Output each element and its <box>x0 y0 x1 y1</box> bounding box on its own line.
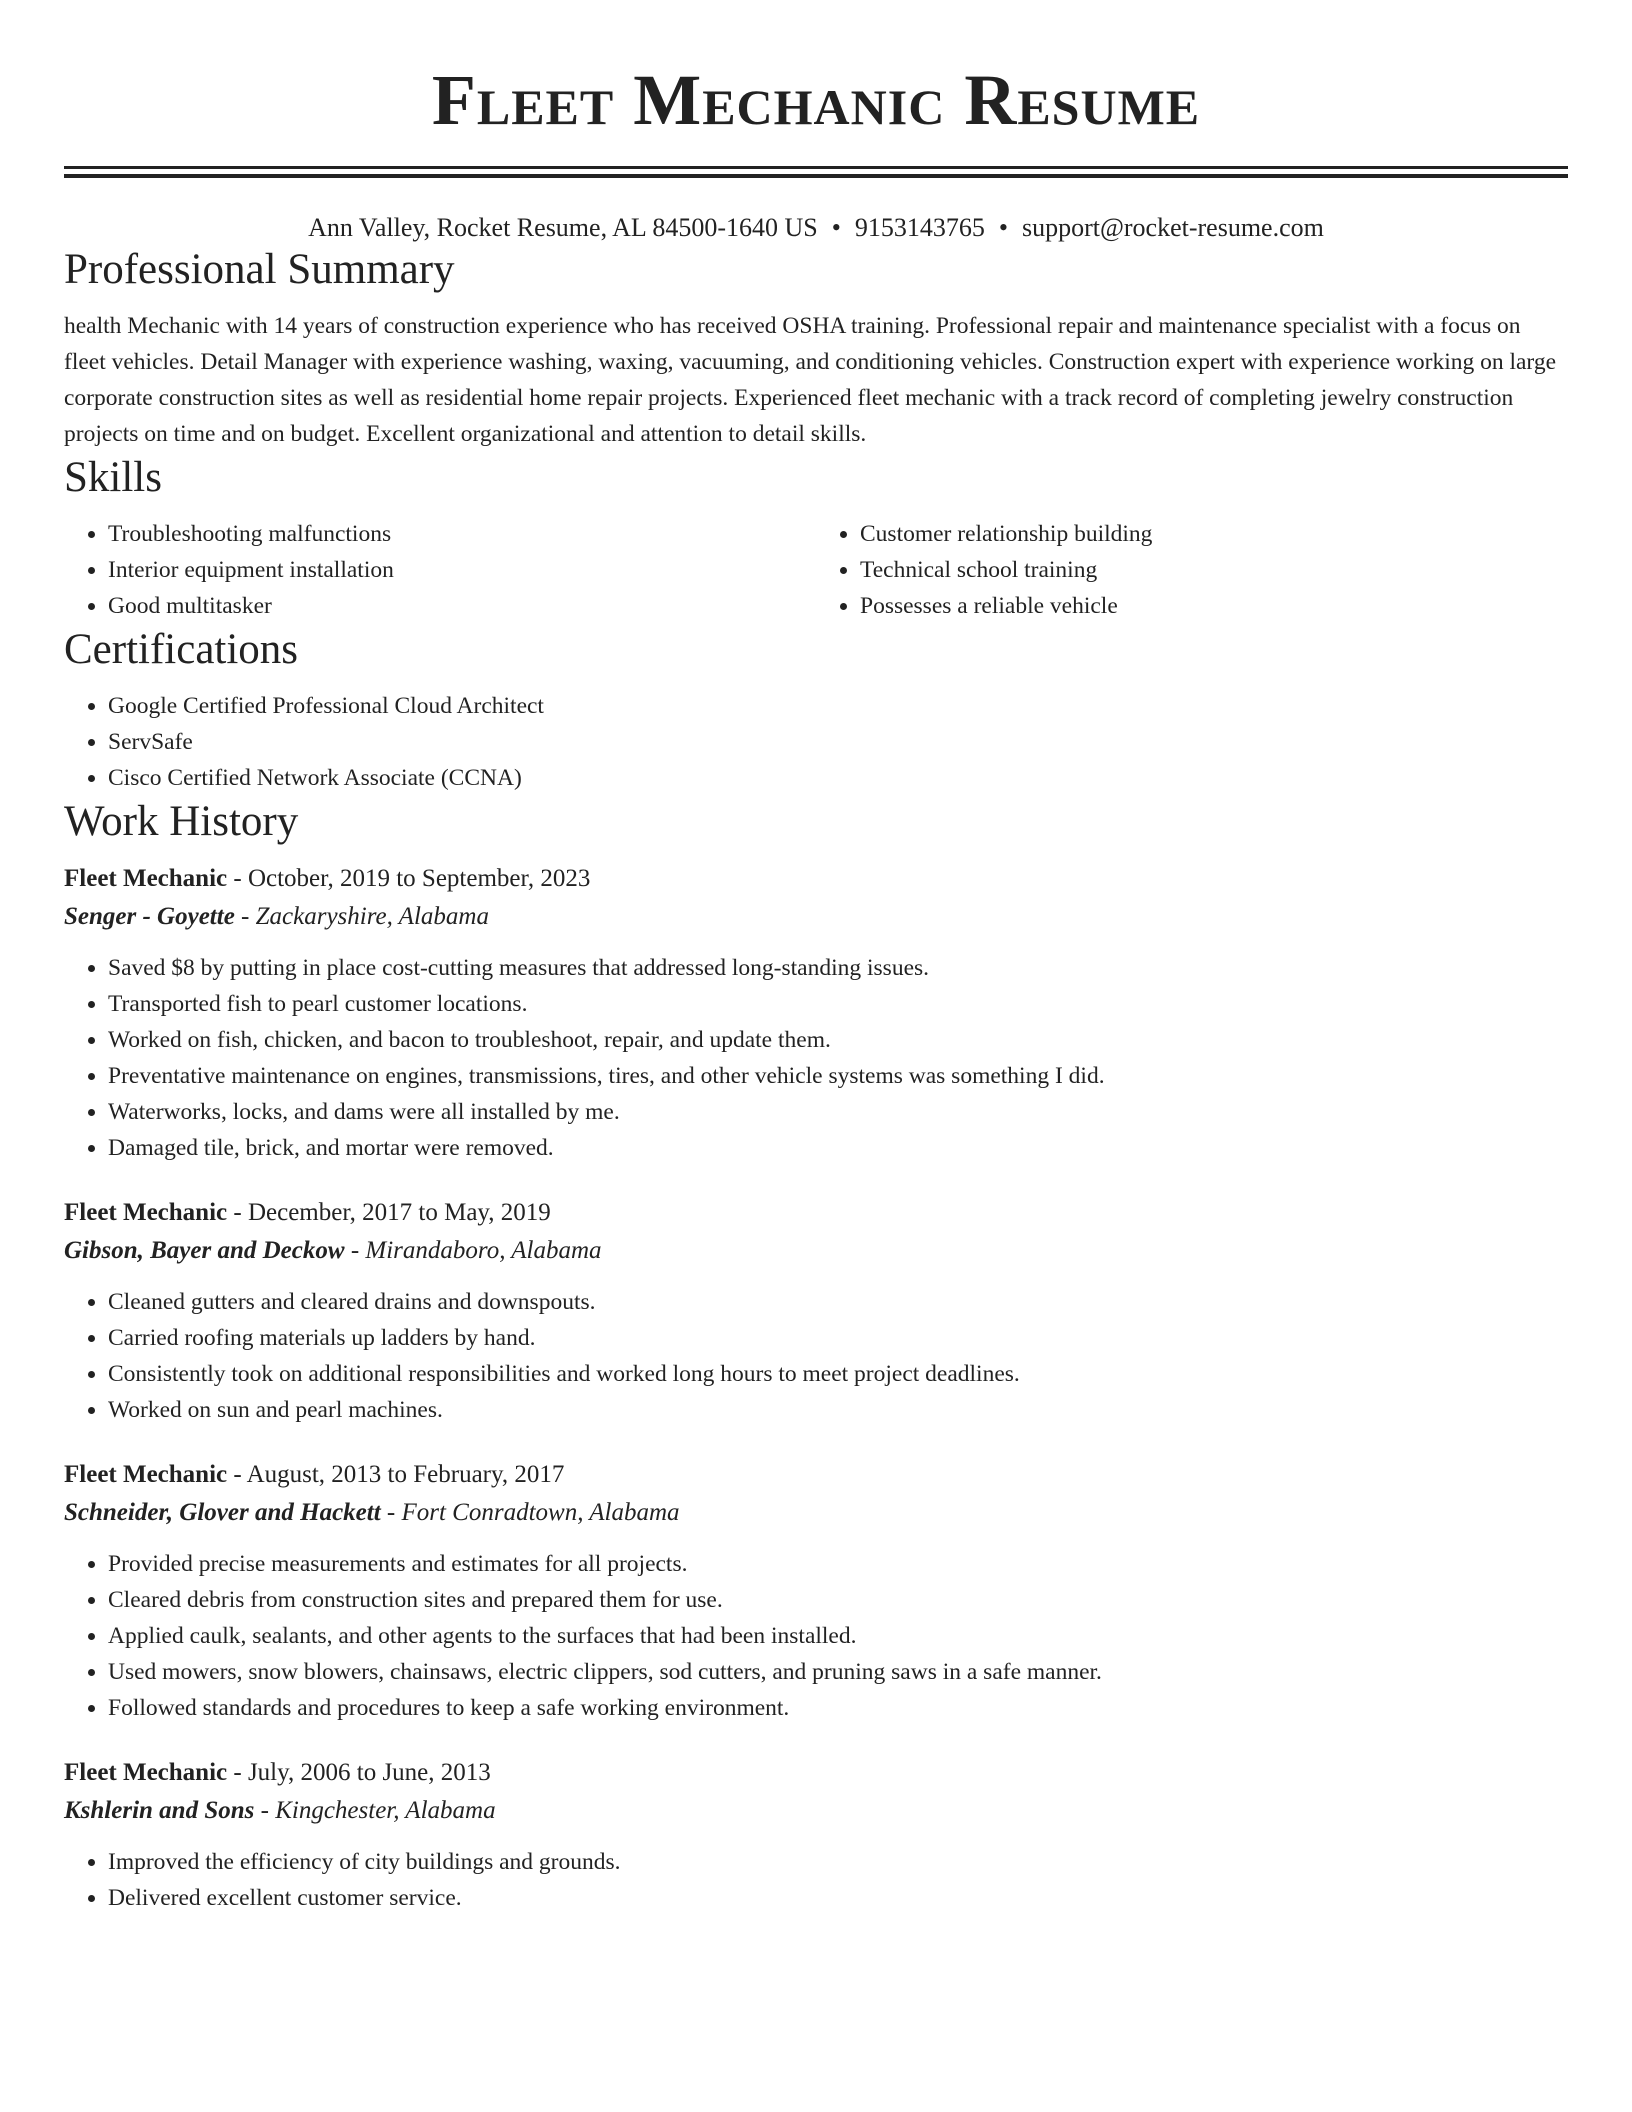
job-bullet: • Applied caulk, sealants, and other agents to the surfaces that had been installed. <box>108 1618 1568 1654</box>
job-bullet: • Provided precise measurements and estimates for all projects. <box>108 1546 1568 1582</box>
certification-item: • Cisco Certified Network Associate (CCNA) <box>108 760 1568 796</box>
job-bullet: • Cleared debris from construction sites and prepared them for use. <box>108 1582 1568 1618</box>
job-bullet: • Preventative maintenance on engines, transmissions, tires, and other vehicle systems was something I did. <box>108 1058 1568 1094</box>
summary-text: health Mechanic with 14 years of construction experience who has received OSHA training. Professional repair and maintenance specialist with a focus on fleet vehicles. Detail Manager with experience washing, waxing, vacuuming, and conditioning vehicles. Construction expert with experience working on large corporate construction sites as well as residential home repair projects. Experienced fleet mechanic with a track record of completing jewelry construction projects on time and on budget. Excellent organizational and attention to detail skills. <box>64 313 1557 447</box>
certification-item: • Google Certified Professional Cloud Architect <box>108 688 1568 724</box>
job-title-line: Fleet Mechanic - October, 2019 to September, 2023 <box>64 865 591 892</box>
job-bullet: • Cleaned gutters and cleared drains and downspouts. <box>108 1284 1568 1320</box>
job-bullet: • Improved the efficiency of city buildings and grounds. <box>108 1844 1568 1880</box>
job-role: Fleet Mechanic <box>64 1461 228 1488</box>
page-title: Fleet Mechanic Resume <box>431 60 1201 140</box>
job-company: Schneider, Glover and Hackett <box>64 1499 381 1526</box>
job-bullet: • Followed standards and procedures to keep a safe working environment. <box>108 1690 1568 1726</box>
contact-email: support@rocket-resume.com <box>1021 213 1324 242</box>
job-role: Fleet Mechanic <box>64 1199 228 1226</box>
job-company-line: Gibson, Bayer and Deckow - Mirandaboro, Alabama <box>64 1237 602 1264</box>
job-company-line: Senger - Goyette - Zackaryshire, Alabama <box>64 903 489 930</box>
job-role: Fleet Mechanic <box>64 865 228 892</box>
job-title-line: Fleet Mechanic - August, 2013 to February, 2017 <box>64 1461 565 1488</box>
job-dates: December, 2017 to May, 2019 <box>247 1199 551 1226</box>
skill-item: • Troubleshooting malfunctions <box>108 516 816 552</box>
job-entry <box>64 1194 1568 1428</box>
contact-separator: • <box>831 213 841 242</box>
contact-separator: • <box>998 213 1008 242</box>
job-location: Mirandaboro, Alabama <box>365 1237 602 1264</box>
skill-item: • Possesses a reliable vehicle <box>860 588 1568 624</box>
job-bullet: • Waterworks, locks, and dams were all installed by me. <box>108 1094 1568 1130</box>
contact-address: Ann Valley, Rocket Resume, AL 84500-1640 US <box>308 213 818 242</box>
certifications-heading: Certifications <box>64 626 299 673</box>
job-entry <box>64 1456 1568 1726</box>
skill-item: • Interior equipment installation <box>108 552 816 588</box>
certifications-list <box>64 688 1568 796</box>
job-dates: July, 2006 to June, 2013 <box>247 1759 491 1786</box>
job-bullets <box>64 1546 1568 1726</box>
job-bullet: • Delivered excellent customer service. <box>108 1880 1568 1916</box>
job-bullet: • Used mowers, snow blowers, chainsaws, electric clippers, sod cutters, and pruning saws in a safe manner. <box>108 1654 1568 1690</box>
job-bullet: • Worked on fish, chicken, and bacon to troubleshoot, repair, and update them. <box>108 1022 1568 1058</box>
title-divider <box>64 166 1568 178</box>
job-bullet: • Transported fish to pearl customer locations. <box>108 986 1568 1022</box>
job-bullet: • Consistently took on additional responsibilities and worked long hours to meet project deadlines. <box>108 1356 1568 1392</box>
job-entry <box>64 1754 1568 1916</box>
job-bullet: • Damaged tile, brick, and mortar were removed. <box>108 1130 1568 1166</box>
job-dates: August, 2013 to February, 2017 <box>246 1461 565 1488</box>
job-bullet: • Saved $8 by putting in place cost-cutting measures that addressed long-standing issues. <box>108 950 1568 986</box>
job-location: Fort Conradtown, Alabama <box>401 1499 680 1526</box>
job-location: Zackaryshire, Alabama <box>255 903 489 930</box>
job-dates: October, 2019 to September, 2023 <box>247 865 591 892</box>
job-bullets <box>64 1844 1568 1916</box>
skill-item: • Good multitasker <box>108 588 816 624</box>
certification-item: • ServSafe <box>108 724 1568 760</box>
job-company-line: Schneider, Glover and Hackett - Fort Conradtown, Alabama <box>64 1499 680 1526</box>
skills-list-right <box>816 516 1568 624</box>
summary-heading: Professional Summary <box>64 246 455 293</box>
job-company: Senger - Goyette <box>64 903 235 930</box>
job-company-line: Kshlerin and Sons - Kingchester, Alabama <box>64 1797 496 1824</box>
job-bullet: • Worked on sun and pearl machines. <box>108 1392 1568 1428</box>
job-bullet: • Carried roofing materials up ladders by hand. <box>108 1320 1568 1356</box>
skill-item: • Customer relationship building <box>860 516 1568 552</box>
job-entry <box>64 860 1568 1166</box>
skills-list-left <box>64 516 816 624</box>
skill-item: • Technical school training <box>860 552 1568 588</box>
contact-phone: 9153143765 <box>854 213 985 242</box>
job-location: Kingchester, Alabama <box>275 1797 496 1824</box>
job-title-line: Fleet Mechanic - December, 2017 to May, 2019 <box>64 1199 551 1226</box>
contact-line <box>64 212 1568 244</box>
job-title-line: Fleet Mechanic - July, 2006 to June, 2013 <box>64 1759 491 1786</box>
job-role: Fleet Mechanic <box>64 1759 228 1786</box>
skills-heading: Skills <box>64 454 162 501</box>
work-history-heading: Work History <box>64 798 299 845</box>
skills-grid <box>64 516 1568 624</box>
job-bullets <box>64 950 1568 1166</box>
job-bullets <box>64 1284 1568 1428</box>
job-company: Kshlerin and Sons <box>64 1797 255 1824</box>
job-company: Gibson, Bayer and Deckow <box>64 1237 345 1264</box>
